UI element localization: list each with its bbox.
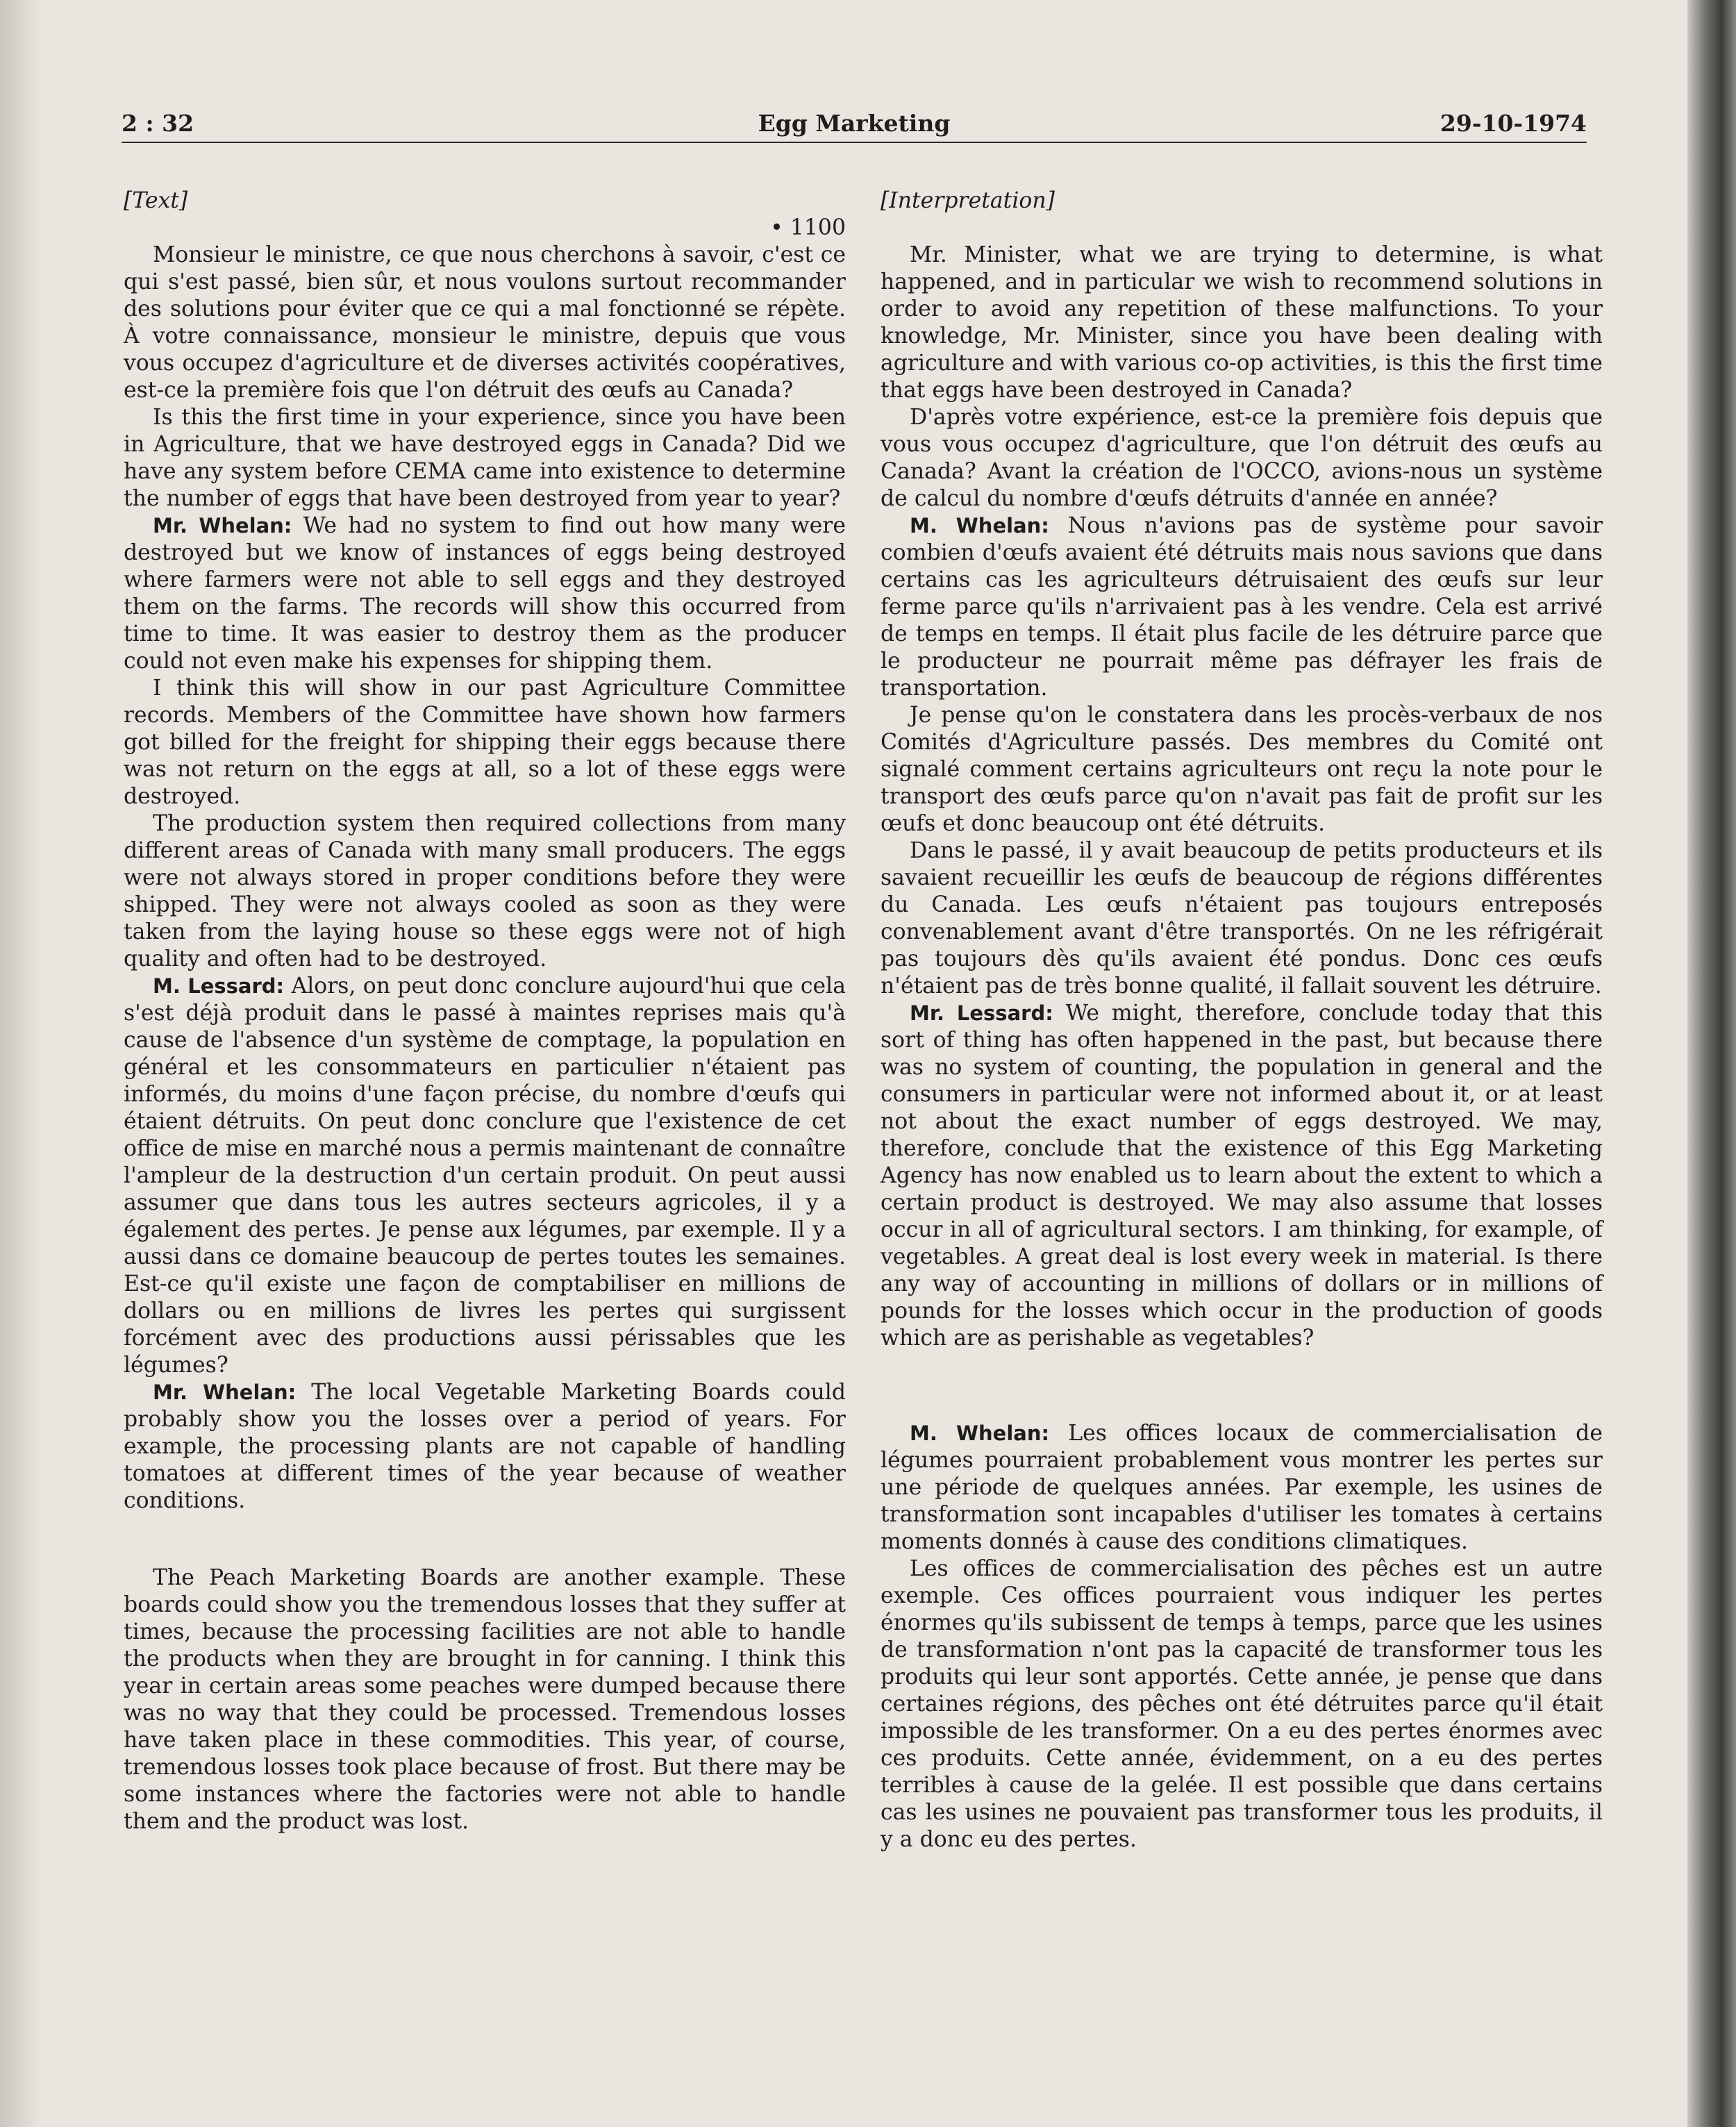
paragraph: The Peach Marketing Boards are another example. These boards could show you the tremendous losses that they suffer at times, because the processing facilities are not able to handle the products when they are brought in for canning. I think this year in certain areas some peaches were dumped because there was no way that they could be processed. Tremendous losses have taken place in these commodities. This year, of course, tremendous losses took place because of frost. But there may be some instances where the factories were not able to handle them and the product was lost. <box>124 1565 846 1834</box>
spacer <box>880 1352 1603 1420</box>
speaker-name: M. Whelan: <box>910 514 1049 537</box>
paragraph: Je pense qu'on le constatera dans les procès-verbaux de nos Comités d'Agriculture passés. Des membres du Comité ont signalé comment certains agriculteurs ont reçu la note pour le transport des œufs parce qu'on n'avait pas fait de profit sur les œufs et donc beaucoup ont été détruits. <box>880 703 1603 836</box>
speech-text: Alors, on peut donc conclure aujourd'hui que cela s'est déjà produit dans le passé à maintes reprises mais qu'à cause de l'absence d'un système de comptage, la population en général et les consommateurs en particulier n'étaient pas informés, du moins d'une façon précise, du nombre d'œufs qui étaient détruits. On peut donc conclure que l'existence de cet office de mise en marché nous a permis maintenant de connaître l'ampleur de la destruction d'un certain produit. On peut aussi assumer que dans tous les autres secteurs agricoles, il y a également des pertes. Je pense aux légumes, par exemple. Il y a aussi dans ce domaine beaucoup de pertes toutes les semaines. Est-ce qu'il existe une façon de comptabiliser en millions de dollars ou en millions de livres les pertes qui surgissent forcément avec des productions aussi périssables que les légumes? <box>124 974 846 1378</box>
left-column-english <box>124 187 846 1835</box>
speech-text: Les offices locaux de commercialisation de légumes pourraient probablement vous montrer les pertes sur une période de quelques années. Par exemple, les usines de transformation sont incapables d'utiliser les tomates à certains moments donnés à cause des conditions climatiques. <box>880 1421 1603 1554</box>
spacer <box>124 1515 846 1565</box>
header-date: 29-10-1974 <box>1439 110 1587 137</box>
paragraph <box>880 1420 1603 1555</box>
binding-shadow <box>0 0 42 2127</box>
speaker-name: Mr. Whelan: <box>153 1381 297 1404</box>
running-title: Egg Marketing <box>758 110 951 137</box>
paragraph: I think this will show in our past Agriculture Committee records. Members of the Committee have shown how farmers got billed for the freight for shipping their eggs because there was not return on the eggs at all, so a lot of these eggs were destroyed. <box>124 676 846 809</box>
paragraph: Dans le passé, il y avait beaucoup de petits producteurs et ils savaient recueillir les œufs de beaucoup de régions différentes du Canada. Les œufs n'étaient pas toujours entreposés convenablement avant d'être transportés. On ne les réfrigérait pas toujours dès qu'ils avaient été pondus. Donc ces œufs n'étaient pas de très bonne qualité, il fallait souvent les détruire. <box>880 838 1603 999</box>
time-marker: • 1100 <box>770 215 846 240</box>
paragraph: Is this the first time in your experience, since you have been in Agriculture, that we have destroyed eggs in Canada? Did we have any system before CEMA came into existence to determine the number of eggs that have been destroyed from year to year? <box>124 405 846 511</box>
paragraph: Monsieur le ministre, ce que nous cherchons à savoir, c'est ce qui s'est passé, bien sûr, et nous voulons surtout recommander des solutions pour éviter que ce qui a mal fonctionné se répète. À votre connaissance, monsieur le ministre, depuis que vous vous occupez d'agriculture et de diverses activités coopératives, est-ce la première fois que l'on détruit des œufs au Canada? <box>124 242 846 403</box>
paragraph: Les offices de commercialisation des pêches est un autre exemple. Ces offices pourraient vous indiquer les pertes énormes qu'ils subissent de temps à temps, parce que les usines de transformation n'ont pas la capacité de transformer tous les produits qui leur sont apportés. Cette année, je pense que dans certaines régions, des pêches ont été détruites parce qu'il était impossible de les transformer. On a eu des pertes énormes avec ces produits. Cette année, évidemment, on a eu des pertes terribles à cause de la gelée. Il est possible que dans certains cas les usines ne pouvaient pas transformer tous les produits, il y a donc eu des pertes. <box>880 1556 1603 1852</box>
speech-text: The local Vegetable Marketing Boards could probably show you the losses over a period of years. For example, the processing plants are not capable of handling tomatoes at different times of the year because of weather conditions. <box>124 1380 846 1513</box>
paragraph: The production system then required collections from many different areas of Canada with many small producers. The eggs were not always stored in proper conditions before they were shipped. They were not always cooled as soon as they were taken from the laying house so these eggs were not of high quality and often had to be destroyed. <box>124 811 846 971</box>
right-column-interpretation <box>880 187 1603 1853</box>
interpretation-tag: [Interpretation] <box>880 188 1055 213</box>
speech-text: Nous n'avions pas de système pour savoir combien d'œufs avaient été détruits mais nous savions que dans certains cas les agriculteurs détruisaient des œufs sur leur ferme parce qu'ils n'arrivaient pas à les vendre. Cela est arrivé de temps en temps. Il était plus facile de les détruire parce que le producteur ne pourrait même pas défrayer les frais de transportation. <box>880 513 1603 701</box>
paragraph: Mr. Minister, what we are trying to determine, is what happened, and in particular we wish to recommend solutions in order to avoid any repetition of these malfunctions. To your knowledge, Mr. Minister, since you have been dealing with agriculture and with various co-op activities, is this the first time that eggs have been destroyed in Canada? <box>880 242 1603 403</box>
speaker-name: Mr. Whelan: <box>153 514 292 537</box>
speech-text: We might, therefore, conclude today that this sort of thing has often happened in the past, but because there was no system of counting, the population in general and the consumers in particular were not informed about it, or at least not about the exact number of eggs destroyed. We may, therefore, conclude that the existence of this Egg Marketing Agency has now enabled us to learn about the extent to which a certain product is destroyed. We may also assume that losses occur in all of agricultural sectors. I am thinking, for example, of vegetables. A great deal is lost every week in material. Is there any way of accounting in millions of dollars or in millions of pounds for the losses which occur in the production of goods which are as perishable as vegetables? <box>880 1001 1603 1351</box>
page-header <box>122 104 1587 143</box>
paragraph: D'après votre expérience, est-ce la première fois depuis que vous vous occupez d'agriculture, que l'on détruit des œufs au Canada? Avant la création de l'OCCO, avions-nous un système de calcul du nombre d'œufs détruits d'année en année? <box>880 405 1603 511</box>
paragraph <box>124 1379 846 1515</box>
text-tag: [Text] <box>124 188 188 213</box>
marker-spacer <box>880 215 1603 242</box>
page-number: 2 : 32 <box>122 110 194 137</box>
paragraph <box>124 973 846 1379</box>
paragraph <box>880 512 1603 702</box>
header-rule <box>122 142 1587 143</box>
speaker-name: Mr. Lessard: <box>910 1001 1053 1025</box>
paragraph <box>124 512 846 675</box>
speaker-name: M. Lessard: <box>153 974 285 998</box>
page-edge-shadow <box>1687 0 1736 2127</box>
speech-text: We had no system to find out how many were destroyed but we know of instances of eggs being destroyed where farmers were not able to sell eggs and they destroyed them on the farms. The records will show this occurred from time to time. It was easier to destroy them as the producer could not even make his expenses for shipping them. <box>124 513 846 674</box>
paragraph <box>880 1000 1603 1352</box>
speaker-name: M. Whelan: <box>910 1421 1050 1445</box>
